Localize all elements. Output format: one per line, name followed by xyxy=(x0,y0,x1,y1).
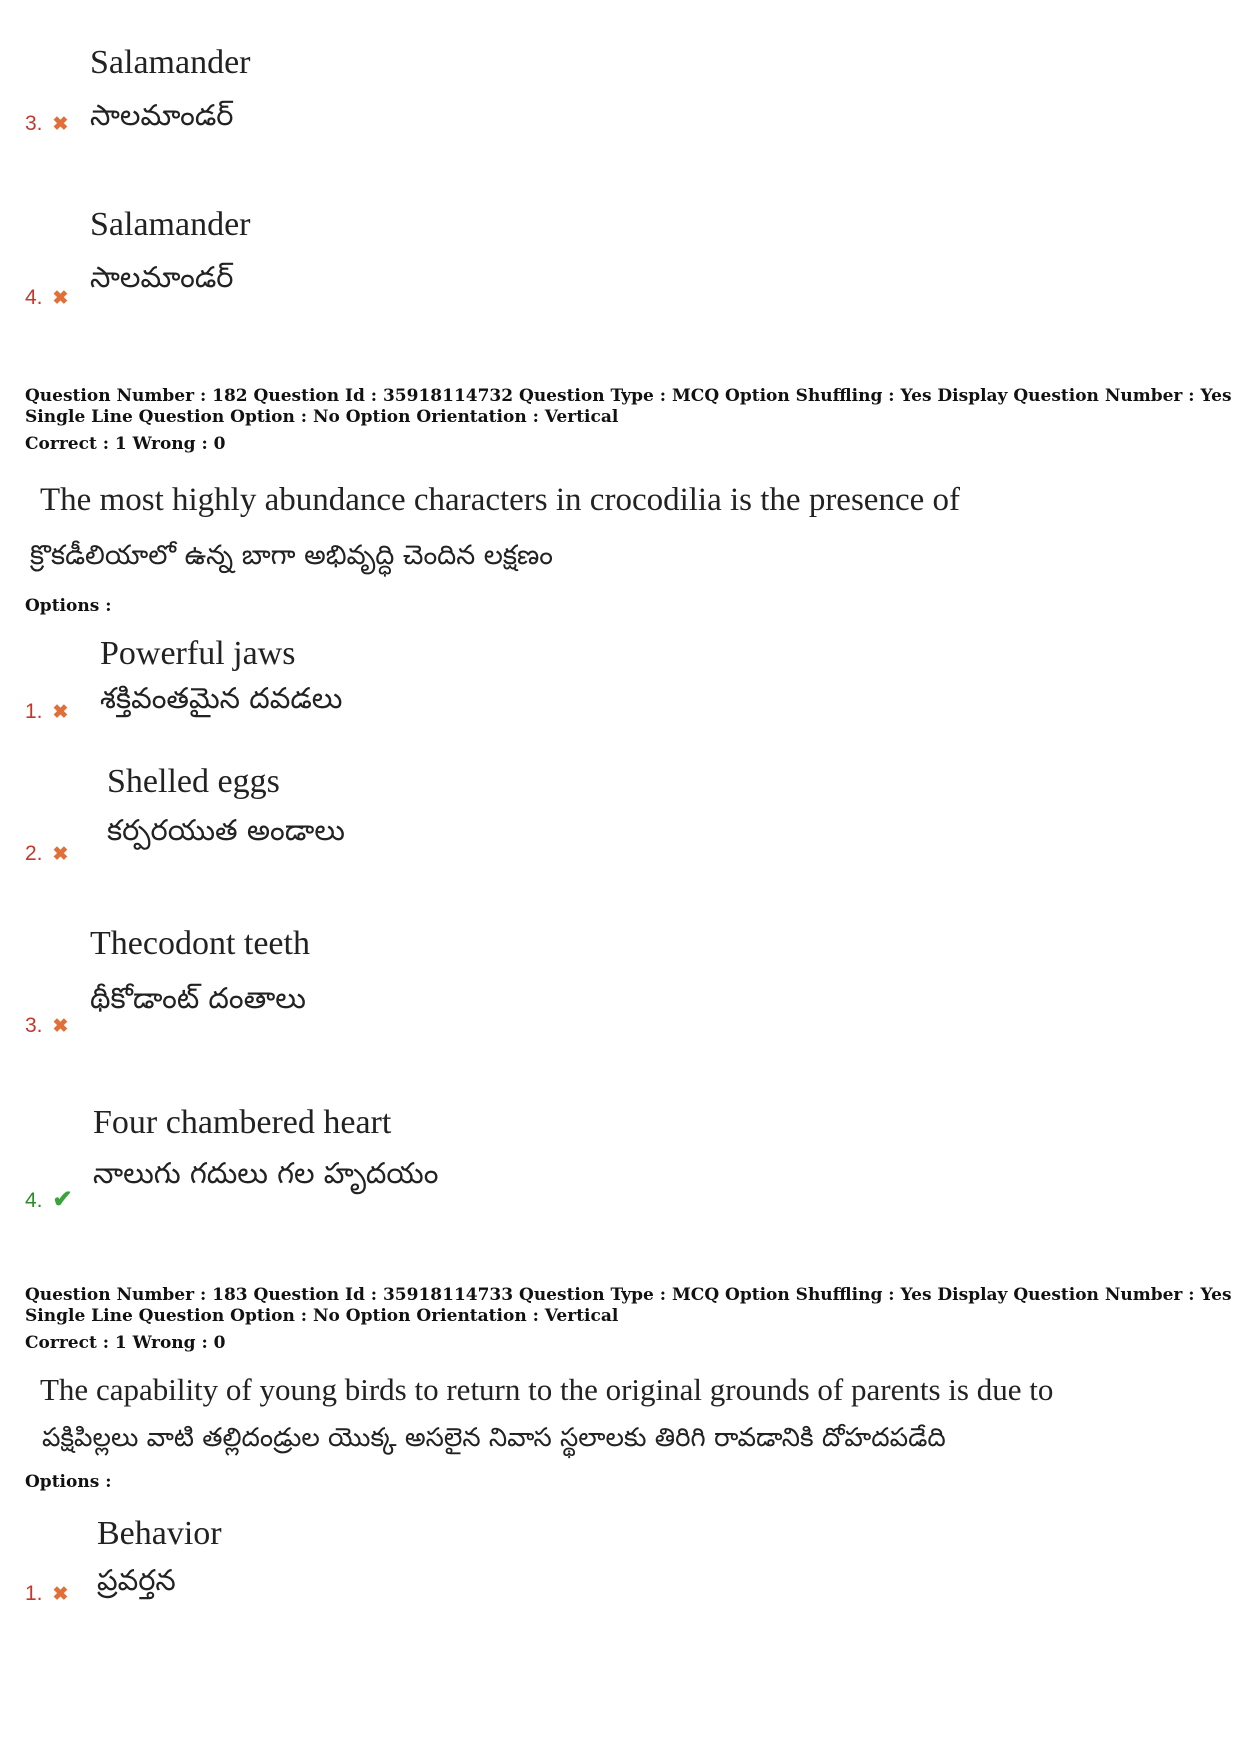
option-en: Thecodont teeth xyxy=(90,925,310,962)
option-number: 1. ✖ xyxy=(25,700,69,723)
options-label: Options : xyxy=(25,1472,112,1492)
cross-icon: ✖ xyxy=(52,844,69,865)
option-number: 1. ✖ xyxy=(25,1582,69,1605)
option-en: Salamander xyxy=(90,206,251,243)
option-te: సాలమాండర్ xyxy=(90,260,234,294)
option-en: Powerful jaws xyxy=(100,635,296,672)
option-text xyxy=(90,924,310,1018)
option-text xyxy=(90,205,251,297)
meta-line-2: Single Line Question Option : No Option Orientation : Vertical xyxy=(25,1306,619,1326)
meta-line-1: Question Number : 183 Question Id : 35918114733 Question Type : MCQ Option Shuffling : Yes Display Question Number : Yes xyxy=(25,1285,1232,1305)
cross-icon: ✖ xyxy=(52,114,69,135)
score-line: Correct : 1 Wrong : 0 xyxy=(25,1333,226,1353)
option-te: నాలుగు గదులు గల హృదయం xyxy=(93,1156,439,1190)
check-icon: ✔ xyxy=(52,1186,73,1213)
meta-line-2: Single Line Question Option : No Option Orientation : Vertical xyxy=(25,407,619,427)
option-number: 3. ✖ xyxy=(25,112,69,135)
option-en: Behavior xyxy=(97,1515,222,1552)
question-meta xyxy=(25,386,1232,455)
cross-icon: ✖ xyxy=(52,1016,69,1037)
cross-icon: ✖ xyxy=(52,702,69,723)
option-text xyxy=(90,43,251,135)
option-te: ప్రవర్తన xyxy=(97,1563,176,1597)
options-label: Options : xyxy=(25,596,112,616)
question-stem-en: The capability of young birds to return to the original grounds of parents is due to xyxy=(40,1372,1054,1407)
question-stem-te: క్రొకడీలియాలో ఉన్న బాగా అభివృద్ధి చెందిన లక్షణం xyxy=(30,540,553,571)
option-text xyxy=(107,762,345,850)
option-text xyxy=(100,634,342,718)
option-en: Shelled eggs xyxy=(107,763,280,800)
option-te: థీకోడాంట్ దంతాలు xyxy=(90,981,306,1015)
option-te: సాలమాండర్ xyxy=(90,98,234,132)
meta-line-1: Question Number : 182 Question Id : 35918114732 Question Type : MCQ Option Shuffling : Yes Display Question Number : Yes xyxy=(25,386,1232,406)
option-text xyxy=(93,1103,438,1193)
option-en: Four chambered heart xyxy=(93,1104,392,1141)
question-stem-te: పక్షిపిల్లలు వాటి తల్లిదండ్రుల యొక్క అసలైన నివాస స్థలాలకు తిరిగి రావడానికి దోహదపడేది xyxy=(42,1423,946,1453)
option-number: 4. ✔ xyxy=(25,1186,73,1213)
cross-icon: ✖ xyxy=(52,288,69,309)
option-number: 2. ✖ xyxy=(25,842,69,865)
option-number: 4. ✖ xyxy=(25,286,69,309)
question-meta xyxy=(25,1285,1232,1354)
option-text xyxy=(97,1514,222,1600)
cross-icon: ✖ xyxy=(52,1584,69,1605)
option-te: శక్తివంతమైన దవడలు xyxy=(100,681,343,715)
score-line: Correct : 1 Wrong : 0 xyxy=(25,434,226,454)
option-number: 3. ✖ xyxy=(25,1014,69,1037)
question-stem-en: The most highly abundance characters in crocodilia is the presence of xyxy=(40,482,960,518)
option-en: Salamander xyxy=(90,44,251,81)
option-te: కర్పరయుత అండాలు xyxy=(107,813,345,847)
